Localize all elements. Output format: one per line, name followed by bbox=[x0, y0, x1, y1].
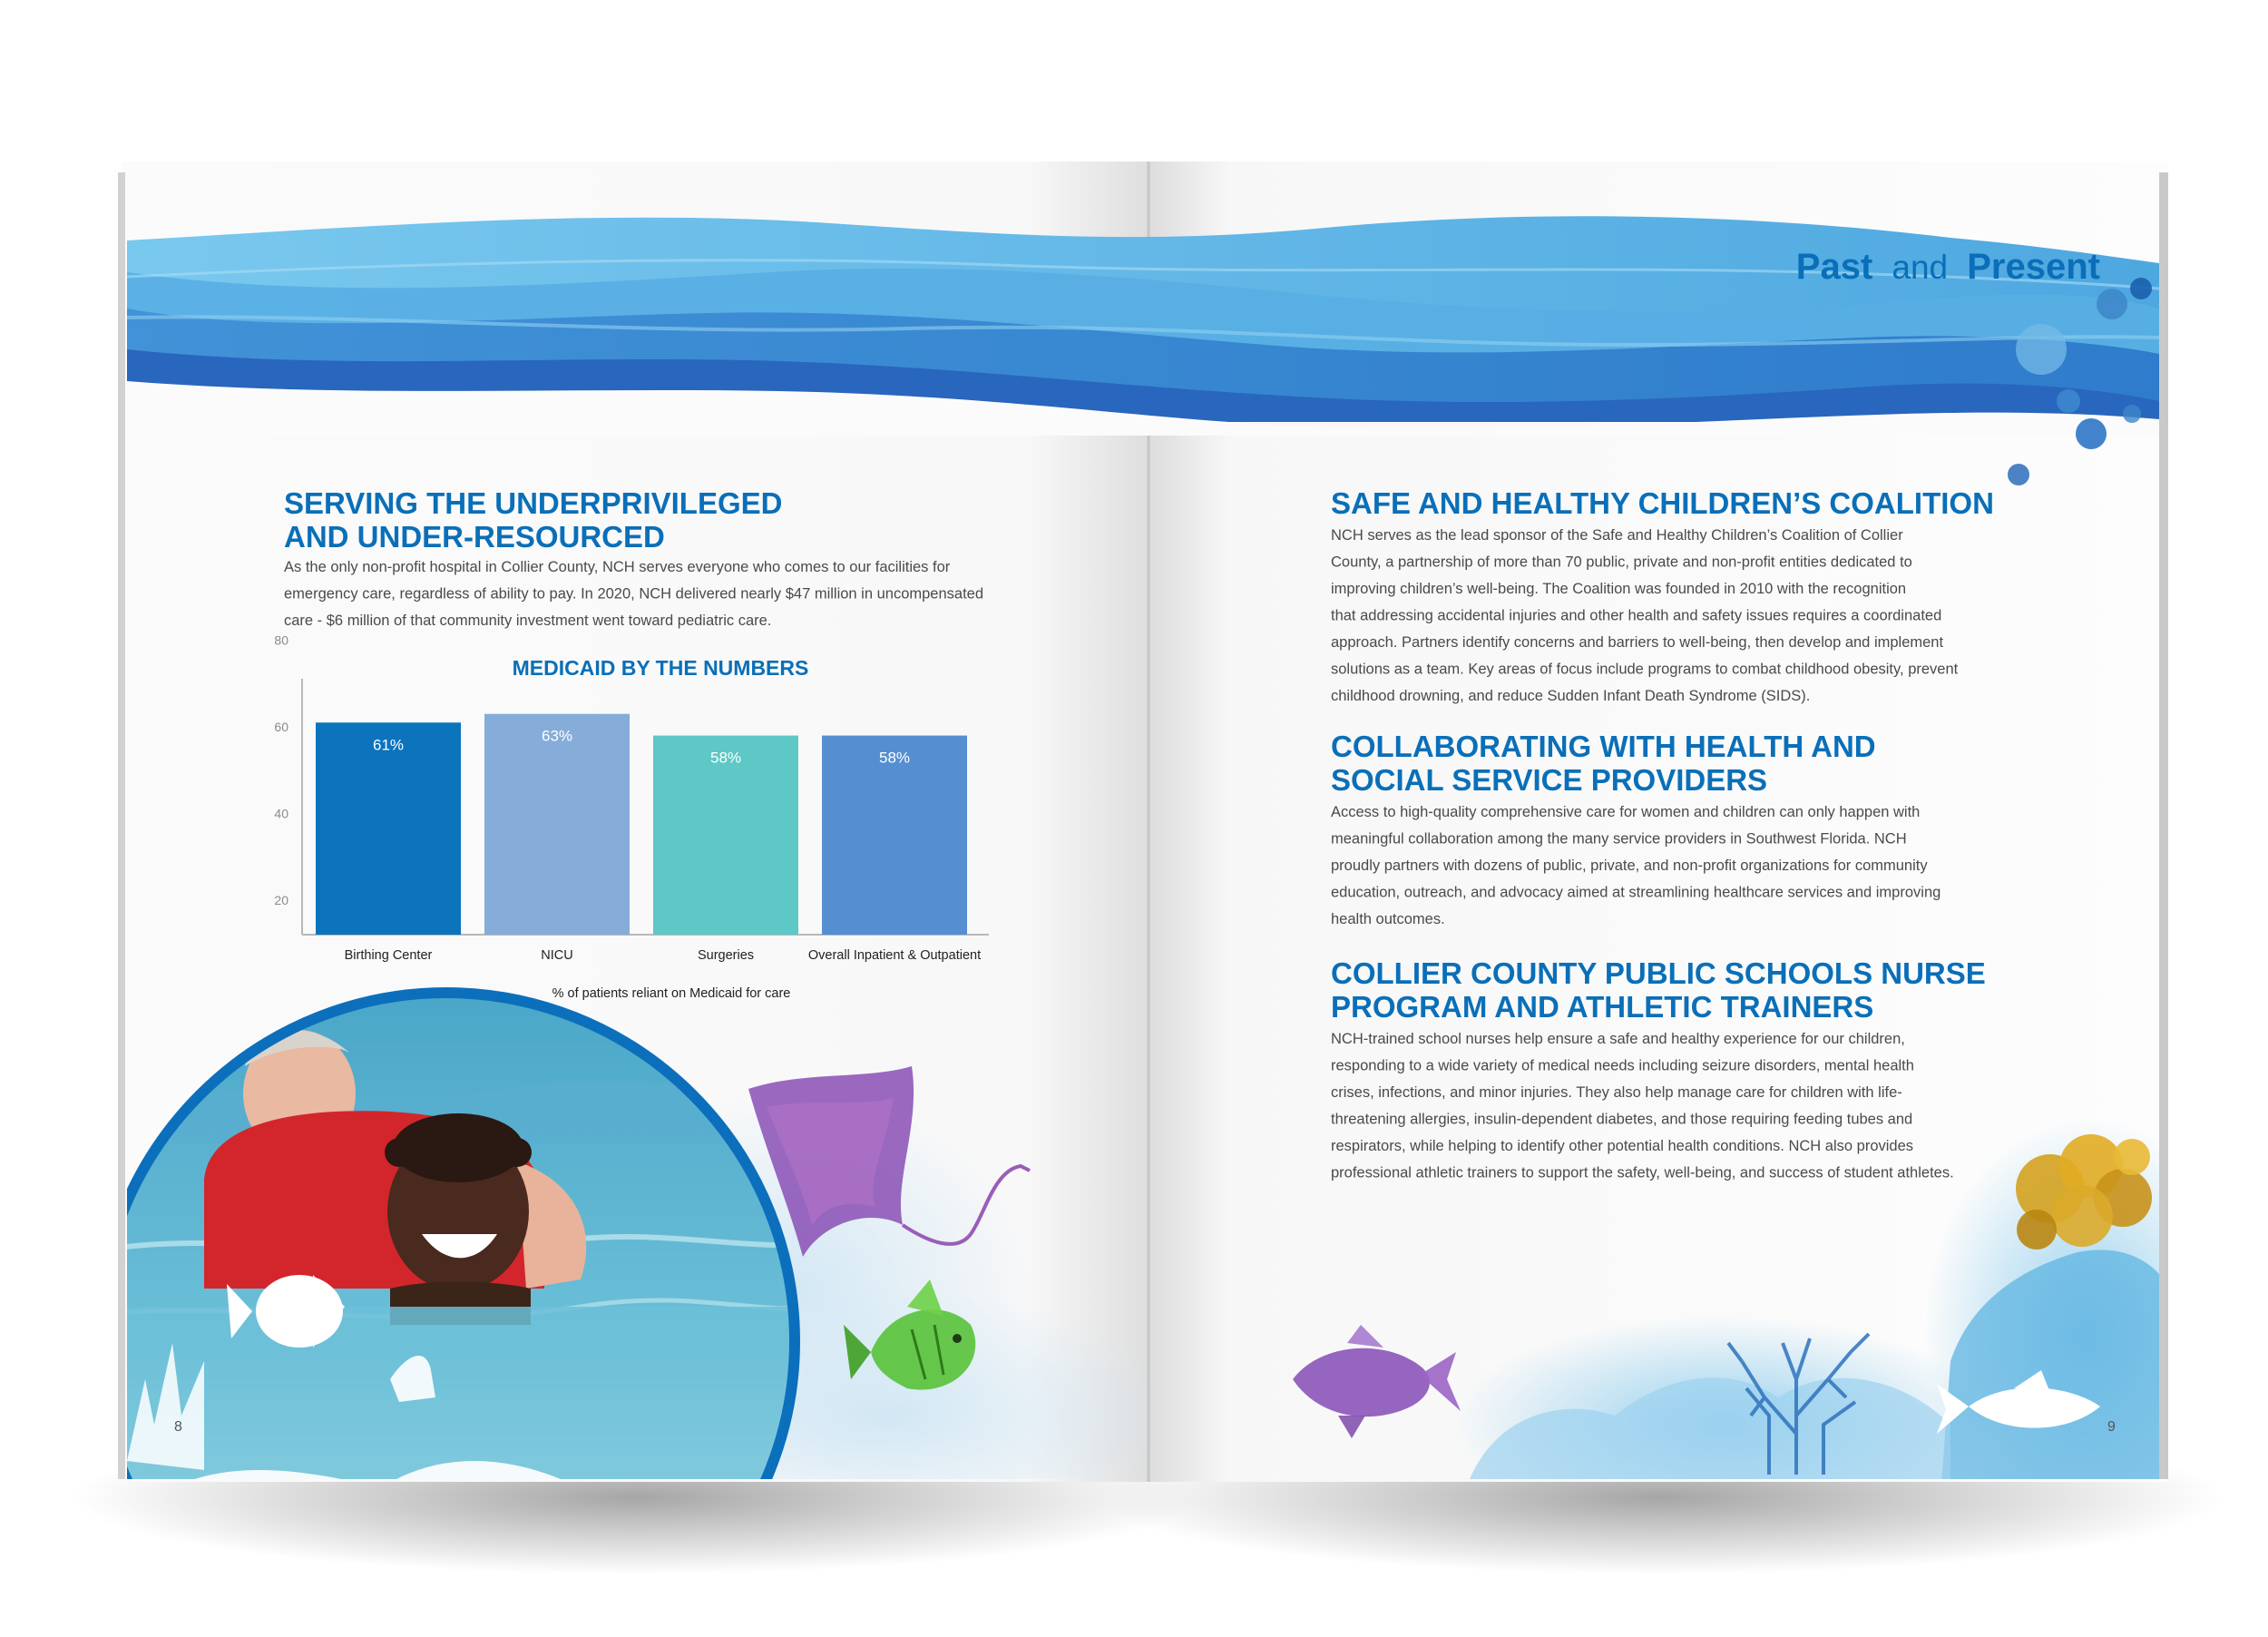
bar-value-label: 58% bbox=[878, 749, 911, 767]
left-body-line: As the only non-profit hospital in Collier County, NCH serves everyone who comes to our facilities for bbox=[284, 559, 951, 575]
right-page-edge bbox=[2159, 172, 2168, 1479]
right-section-body-line: proudly partners with dozens of public, private, and non-profit organizations for community bbox=[1331, 858, 1928, 874]
chart-title: MEDICAID BY THE NUMBERS bbox=[512, 656, 809, 680]
bar-1 bbox=[316, 722, 461, 935]
right-section-body-line: threatening allergies, insulin-dependent diabetes, and those requiring feeding tubes and bbox=[1331, 1111, 1913, 1128]
right-section-body-line: crises, infections, and minor injuries. They also help manage care for children with life- bbox=[1331, 1084, 1902, 1101]
right-section bbox=[1331, 486, 1994, 704]
right-section-body-line: respirators, while helping to identify other potential health conditions. NCH also provides bbox=[1331, 1138, 1914, 1154]
right-section-body-line: that addressing accidental injuries and other health and safety issues requires a coordinated bbox=[1331, 607, 1942, 624]
chart-x-axis-label: % of patients reliant on Medicaid for care bbox=[552, 986, 791, 1001]
right-section-body-line: Access to high-quality comprehensive care for women and children can only happen with bbox=[1331, 804, 1921, 820]
bar-value-label: 63% bbox=[541, 727, 573, 745]
category-label: Birthing Center bbox=[344, 948, 433, 963]
right-section-body-line: professional athletic trainers to support the safety, well-being, and success of student athletes. bbox=[1331, 1164, 1954, 1181]
right-page-number: 9 bbox=[2107, 1419, 2116, 1435]
bar-2 bbox=[484, 714, 630, 935]
right-section-heading: COLLABORATING WITH HEALTH AND bbox=[1331, 730, 1876, 763]
right-section-body-line: health outcomes. bbox=[1331, 911, 1445, 927]
left-heading-line-1: SERVING THE UNDERPRIVILEGED bbox=[284, 486, 783, 520]
right-section-body-line: improving children’s well-being. The Coalition was founded in 2010 with the recognition bbox=[1331, 581, 1907, 597]
right-section-body-line: NCH serves as the lead sponsor of the Safe and Healthy Children’s Coalition of Collier bbox=[1331, 527, 1903, 544]
bar-value-label: 61% bbox=[372, 736, 405, 754]
right-section-heading: PROGRAM AND ATHLETIC TRAINERS bbox=[1331, 990, 1874, 1024]
left-page-edge bbox=[118, 172, 125, 1479]
right-section-body-line: approach. Partners identify concerns and barriers to well-being, then develop and implement bbox=[1331, 634, 1944, 651]
right-section-body-line: solutions as a team. Key areas of focus include programs to combat childhood obesity, prevent bbox=[1331, 661, 1959, 678]
category-label: Overall Inpatient & Outpatient bbox=[807, 948, 982, 963]
y-tick-label: 40 bbox=[274, 806, 288, 821]
category-label: Surgeries bbox=[697, 948, 755, 963]
right-section-body-line: NCH-trained school nurses help ensure a safe and healthy experience for our children, bbox=[1331, 1031, 1905, 1047]
right-section-body-line: education, outreach, and advocacy aimed at streamlining healthcare services and improving bbox=[1331, 884, 1941, 901]
right-section-heading: SAFE AND HEALTHY CHILDREN’S COALITION bbox=[1331, 486, 1994, 520]
left-heading-line-2: AND UNDER-RESOURCED bbox=[284, 520, 665, 554]
left-page-number: 8 bbox=[174, 1419, 182, 1435]
right-section-body-line: childhood drowning, and reduce Sudden Infant Death Syndrome (SIDS). bbox=[1331, 688, 1811, 704]
running-head-present: Present bbox=[1967, 247, 2100, 287]
running-head bbox=[1796, 247, 2100, 287]
right-section-body-line: meaningful collaboration among the many service providers in Southwest Florida. NCH bbox=[1331, 830, 1907, 848]
category-label: NICU bbox=[541, 948, 573, 963]
y-tick-label: 20 bbox=[274, 892, 288, 907]
left-body-line: care - $6 million of that community investment went toward pediatric care. bbox=[284, 613, 772, 629]
running-head-past: Past bbox=[1795, 247, 1873, 287]
right-section-heading: SOCIAL SERVICE PROVIDERS bbox=[1331, 763, 1768, 797]
svg-text:Past and Present bbox=[1796, 247, 2100, 287]
y-tick-label: 60 bbox=[274, 720, 288, 735]
left-body-line: emergency care, regardless of ability to pay. In 2020, NCH delivered nearly $47 million in uncompensated bbox=[284, 585, 984, 603]
running-head-and: and bbox=[1892, 249, 1949, 286]
right-section-heading: COLLIER COUNTY PUBLIC SCHOOLS NURSE bbox=[1331, 956, 1986, 990]
bar-value-label: 58% bbox=[709, 749, 742, 767]
right-section-body-line: County, a partnership of more than 70 public, private and non-profit entities dedicated to bbox=[1331, 554, 1912, 571]
right-section-body-line: responding to a wide variety of medical needs including seizure disorders, mental health bbox=[1331, 1057, 1914, 1074]
y-tick-label: 80 bbox=[274, 632, 288, 648]
